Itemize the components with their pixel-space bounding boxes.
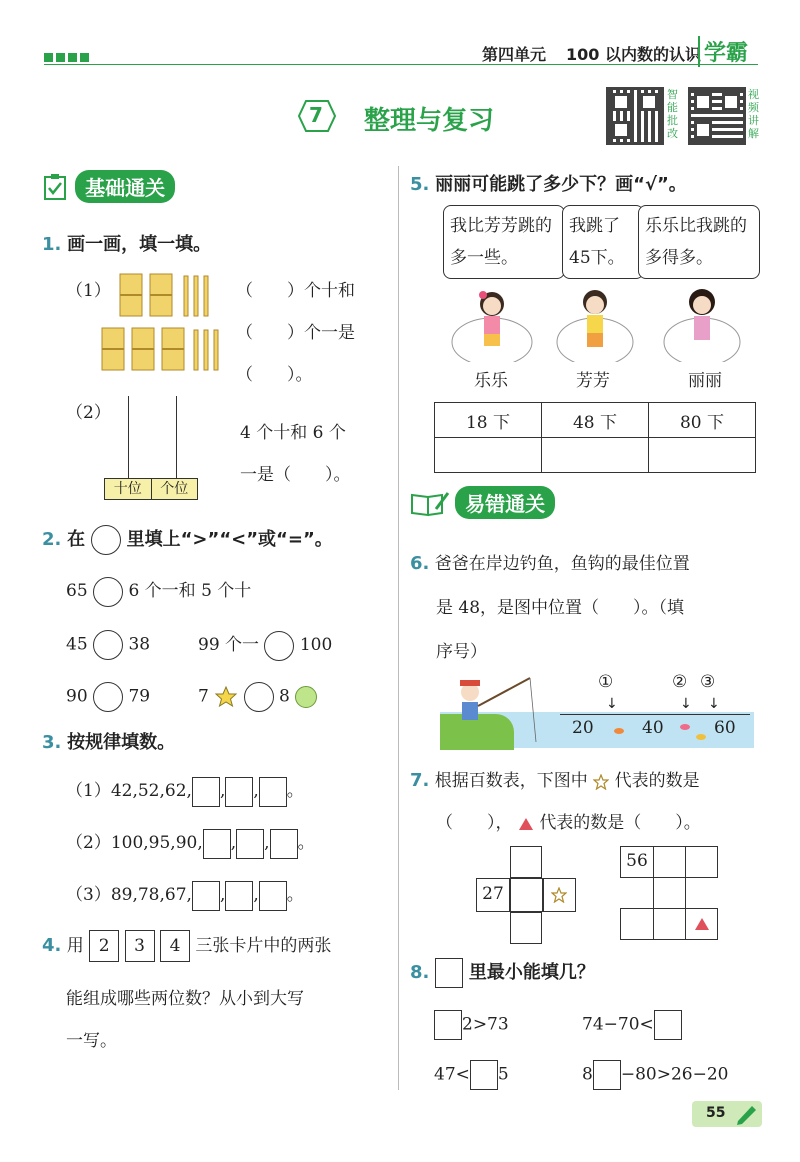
triangle-icon: [694, 916, 710, 932]
answer-box[interactable]: [435, 958, 463, 988]
qr-code-video[interactable]: [688, 87, 746, 145]
q7-line: （ ），: [436, 813, 513, 833]
q3-number: 3.: [42, 732, 62, 753]
q2-right: 8: [279, 686, 290, 707]
qr-code-grading[interactable]: [606, 87, 664, 145]
q1-blank-line: （ ）个一是: [236, 323, 355, 343]
q1-blank-line: （ ）。: [236, 365, 313, 385]
q7-number: 7.: [410, 770, 430, 791]
q8-heading: [410, 958, 595, 988]
marker-3: ③: [700, 672, 716, 692]
q2-heading: [42, 525, 333, 555]
q2-title-pre: 在: [67, 529, 86, 550]
speech-bubble-lili: 乐乐比我跳的多得多。: [638, 205, 760, 279]
triangle-icon: [518, 816, 534, 832]
hundred-grid-fragment-2: [620, 846, 720, 946]
q5-option: 80 下: [649, 403, 756, 438]
q1-blank-line: （ ）个十和: [236, 281, 355, 301]
jumping-kids-image: [440, 278, 760, 362]
answer-box[interactable]: [270, 829, 298, 859]
answer-circle[interactable]: [93, 682, 123, 712]
header-brand: 学霸: [698, 36, 748, 67]
q3-row-2: （2）100,95,90, , , 。: [66, 828, 315, 859]
q6-number: 6.: [410, 553, 430, 574]
q1-title: 画一画，填一填。: [67, 234, 212, 255]
q3-sequence: 89,78,67,: [110, 885, 192, 905]
q3-row-1: （1）42,52,62, , , 。: [66, 776, 304, 807]
q6-line: 序号）: [436, 642, 487, 662]
bundled-sticks-image: [100, 270, 230, 378]
fish-icon: [696, 734, 706, 740]
q2-item-2: [66, 630, 150, 660]
q5-option: 48 下: [542, 403, 649, 438]
q2-left: 99 个一: [198, 635, 260, 655]
q3-label: （2）: [66, 833, 111, 853]
marker-2: ②: [672, 672, 688, 692]
hundred-grid-fragment-1: [476, 846, 576, 946]
pencil-icon: [734, 1103, 758, 1125]
q4-post: 三张卡片中的两张: [195, 936, 332, 956]
q7-line: 代表的数是（ ）。: [539, 813, 701, 833]
q6-line: 爸爸在岸边钓鱼，鱼钩的最佳位置: [434, 554, 690, 574]
answer-box[interactable]: [259, 777, 287, 807]
answer-box[interactable]: [203, 829, 231, 859]
lesson-title: 整理与复习: [364, 106, 495, 136]
q2-item-1: [66, 576, 251, 607]
answer-box[interactable]: [225, 777, 253, 807]
q4-number: 4.: [42, 935, 62, 956]
grid-cell-value: 27: [476, 878, 510, 912]
tick-label: 20: [572, 718, 594, 738]
header-topic: 100 以内数的认识: [566, 45, 701, 64]
abacus-rod-ones: [176, 396, 177, 478]
q2-right: 38: [128, 634, 151, 655]
answer-circle[interactable]: [91, 525, 121, 555]
q5-number: 5.: [410, 174, 430, 195]
section-error-header: [410, 486, 555, 519]
q8-number: 8.: [410, 962, 430, 983]
fisherman-icon: [440, 672, 560, 752]
q2-right: 100: [299, 635, 333, 655]
q3-title: 按规律填数。: [67, 732, 176, 753]
answer-box[interactable]: [470, 1060, 498, 1090]
tick-label: 40: [642, 718, 664, 738]
speech-bubble-fangfang: 我跳了45下。: [562, 205, 644, 279]
fish-icon: [614, 728, 624, 734]
qr-label-grading: 智能批改: [667, 88, 678, 140]
q2-left: 7: [198, 686, 209, 707]
section-basic-title: 基础通关: [75, 170, 175, 203]
q2-item-5: [198, 682, 317, 712]
star-icon: [593, 774, 609, 790]
q5-check-cell[interactable]: [649, 438, 756, 473]
q7-line: 根据百数表，下图中: [434, 771, 588, 791]
marker-1: ①: [598, 672, 614, 692]
triangle-cell[interactable]: [685, 908, 718, 940]
q2-left: 45: [66, 634, 88, 655]
q5-option: 18 下: [435, 403, 542, 438]
q2-number: 2.: [42, 529, 62, 550]
answer-circle[interactable]: [264, 631, 294, 661]
page-number-tab: [692, 1101, 762, 1127]
star-icon: [551, 887, 567, 903]
q5-check-cell[interactable]: [542, 438, 649, 473]
q3-label: （1）: [66, 781, 111, 801]
q5-check-cell[interactable]: [435, 438, 542, 473]
section-basic-header: [42, 170, 175, 203]
page-number: 55: [706, 1105, 726, 1121]
abacus: [104, 396, 198, 502]
open-book-pencil-icon: [410, 489, 450, 517]
q6-text: [410, 542, 690, 674]
q8-pre: 47<: [434, 1064, 470, 1085]
q4-line-3: 一写。: [66, 1031, 117, 1051]
abacus-label-ones: 个位: [160, 481, 189, 497]
answer-circle[interactable]: [93, 630, 123, 660]
fishing-scene: [440, 672, 754, 752]
header-unit: 第四单元: [482, 45, 547, 64]
q8-item-3: [434, 1060, 509, 1090]
number-card: 4: [160, 930, 190, 962]
number-card: 3: [125, 930, 155, 962]
q6-line: 是 48，是图中位置（ ）。（填: [436, 598, 685, 618]
q8-post: −80>26−20: [620, 1064, 729, 1085]
q2-item-3: [198, 630, 332, 661]
q8-item-1: [434, 1010, 509, 1040]
q3-sequence: 100,95,90,: [110, 833, 203, 853]
q2-left: 65: [66, 581, 88, 601]
q4-pre: 用: [66, 936, 84, 956]
q8-item-4: [582, 1060, 728, 1090]
answer-box[interactable]: [434, 1010, 462, 1040]
abacus-label-tens: 十位: [105, 479, 152, 499]
q7-line: 代表的数是: [614, 771, 700, 791]
answer-circle[interactable]: [93, 577, 123, 607]
answer-box[interactable]: [225, 881, 253, 911]
star-icon: [214, 685, 238, 709]
lesson-number-badge: [298, 99, 336, 133]
q3-label: （3）: [66, 885, 111, 905]
answer-box[interactable]: [236, 829, 264, 859]
answer-box[interactable]: [192, 881, 220, 911]
q1-part2-line: 一是（ ）。: [240, 465, 351, 485]
tick-label: 60: [714, 718, 736, 738]
column-divider: [398, 166, 399, 1090]
section-error-title: 易错通关: [455, 486, 555, 519]
answer-box[interactable]: [593, 1060, 621, 1090]
q2-item-4: [66, 682, 150, 712]
answer-box[interactable]: [192, 777, 220, 807]
q8-post: 5: [497, 1064, 509, 1085]
fish-icon: [680, 724, 690, 730]
q1-part2-line: 4 个十和 6 个: [240, 423, 346, 443]
q8-item-2: [582, 1010, 682, 1040]
q1-part1-label: （1）: [66, 281, 111, 301]
grid-cell-value: 56: [620, 846, 654, 878]
kid-name-lili: 丽丽: [688, 371, 722, 391]
arrow-down-icon: ↓: [708, 696, 720, 712]
q1-part1-blanks: [236, 270, 355, 396]
star-cell[interactable]: [542, 878, 576, 912]
arrow-down-icon: ↓: [680, 696, 692, 712]
q2-right: 6 个一和 5 个十: [128, 581, 252, 601]
q8-title: 里最小能填几？: [468, 962, 595, 983]
speech-bubble-lele: 我比芳芳跳的多一些。: [443, 205, 565, 279]
arrow-down-icon: ↓: [606, 696, 618, 712]
q3-heading: [42, 728, 175, 754]
qr-label-video: 视频讲解: [748, 88, 759, 140]
q7-text: [410, 760, 701, 844]
q1-part2-text: [240, 412, 351, 496]
q3-sequence: 42,52,62,: [110, 781, 192, 801]
abacus-rod-tens: [128, 396, 129, 478]
q2-left: 90: [66, 686, 88, 707]
q8-pre: 8: [582, 1064, 593, 1085]
q4-line-1: [42, 930, 331, 962]
q1-heading: [42, 230, 211, 256]
answer-box[interactable]: [259, 881, 287, 911]
q8-pre: 74−70<: [582, 1014, 654, 1035]
q5-heading: [410, 170, 687, 196]
q5-title: 丽丽可能跳了多少下？画“√”。: [435, 174, 687, 195]
q3-row-3: （3）89,78,67, , , 。: [66, 880, 304, 911]
q2-right: 79: [128, 686, 151, 707]
q1-number: 1.: [42, 234, 62, 255]
answer-circle[interactable]: [244, 682, 274, 712]
q8-post: 2>73: [462, 1014, 509, 1035]
clipboard-check-icon: [42, 173, 70, 201]
lesson-number: 7: [309, 103, 323, 127]
q4-line-2: 能组成哪些两位数？从小到大写: [66, 989, 304, 1009]
q2-title-post: 里填上“>”“<”或“=”。: [126, 529, 333, 550]
kid-name-lele: 乐乐: [474, 371, 508, 391]
kid-name-fangfang: 芳芳: [576, 371, 610, 391]
number-line: [560, 714, 750, 715]
number-card: 2: [89, 930, 119, 962]
q5-options-table: [434, 402, 756, 473]
green-circle-icon: [295, 686, 317, 708]
answer-box[interactable]: [654, 1010, 682, 1040]
q1-part2-label: （2）: [66, 403, 111, 423]
